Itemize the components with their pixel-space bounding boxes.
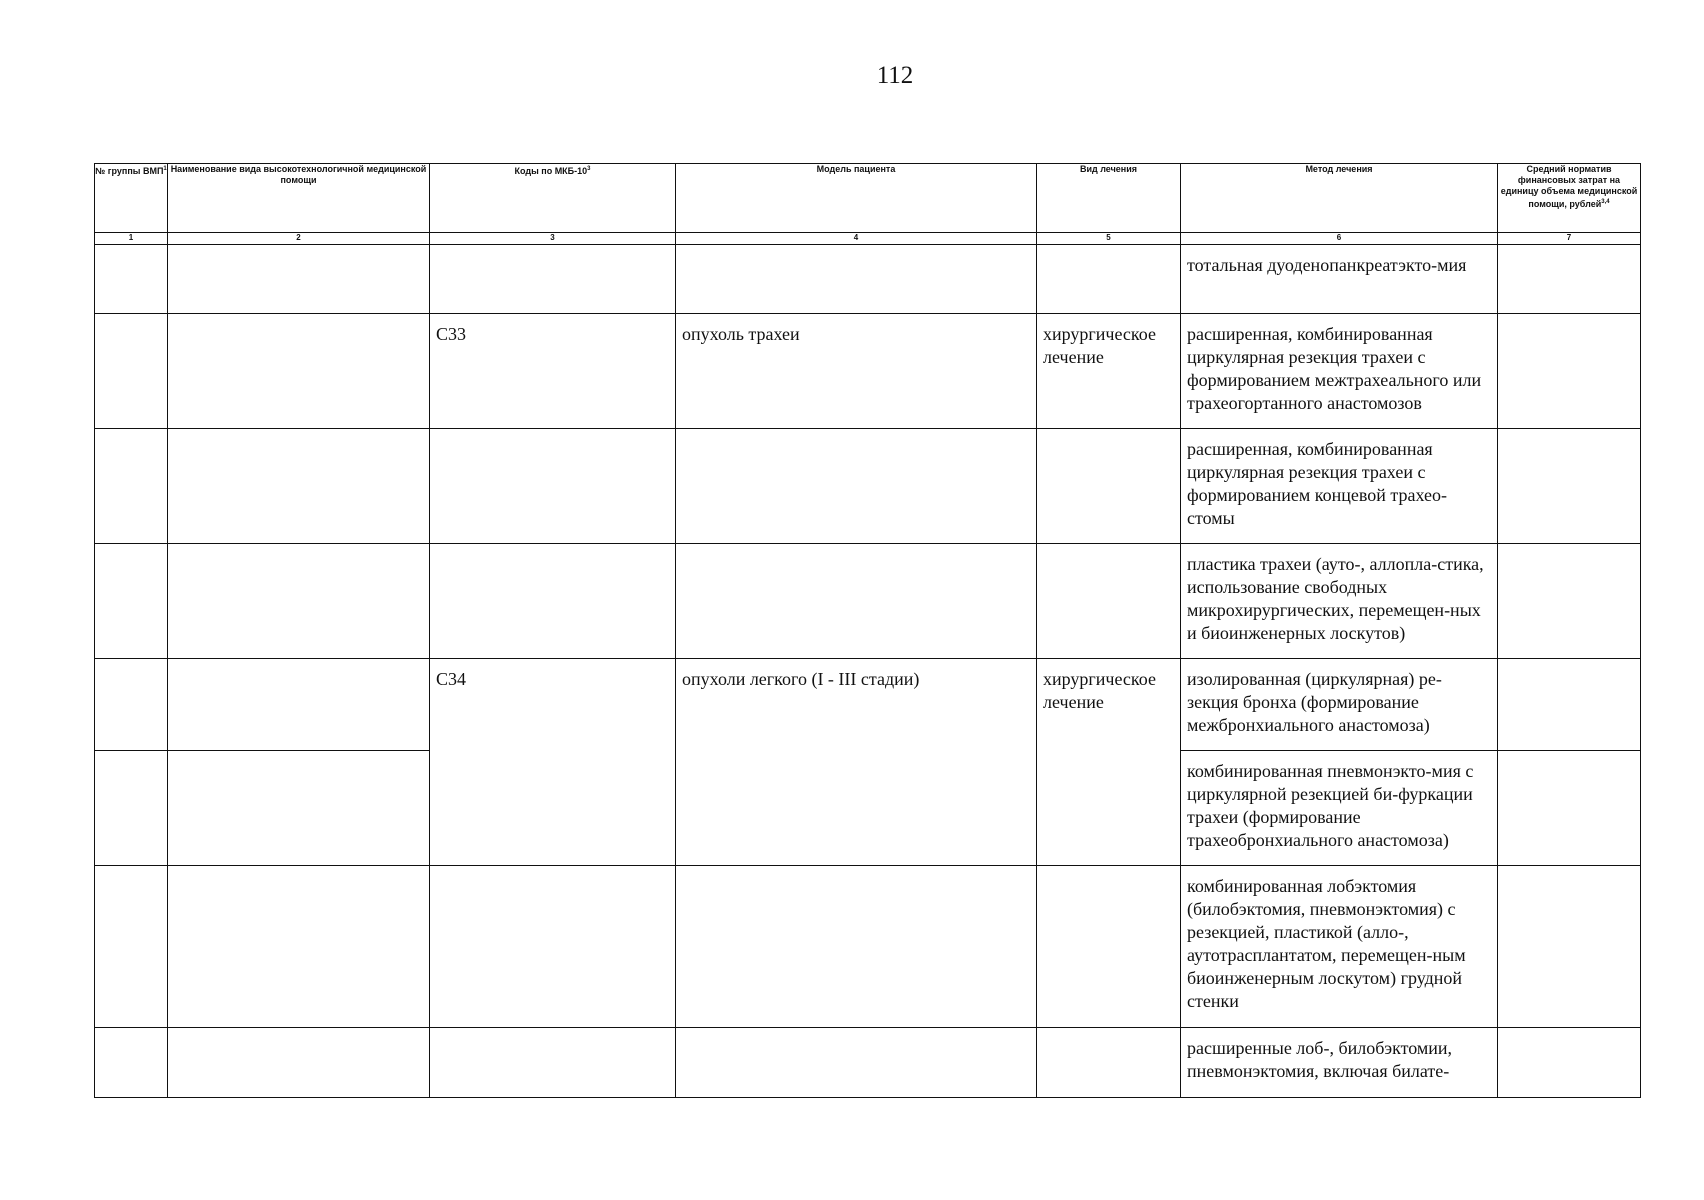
code-cell: C34: [430, 659, 676, 866]
cost-cell: [1498, 1028, 1641, 1098]
header-patient-model: Модель пациента: [676, 164, 1037, 233]
column-number: 5: [1037, 233, 1181, 245]
care-type-cell: [168, 429, 430, 544]
method-cell: изолированная (циркулярная) ре-зекция бронха (формирование межбронхиального анастомоза): [1181, 659, 1498, 751]
method-cell: тотальная дуоденопанкреатэкто-мия: [1181, 245, 1498, 314]
method-cell: комбинированная лобэктомия (билобэктомия, пневмонэктомия) с резекцией, пластикой (алло-, аутотрасплантатом, перемещен-ным биоинженерным лоскутом) грудной стенки: [1181, 866, 1498, 1028]
group-cell: [95, 314, 168, 429]
table-row: [95, 245, 1641, 314]
header-row: [95, 164, 1641, 233]
cost-cell: [1498, 245, 1641, 314]
column-number: 4: [676, 233, 1037, 245]
care-type-cell: [168, 544, 430, 659]
group-cell: [95, 659, 168, 751]
column-number-row: [95, 233, 1641, 245]
method-cell: расширенные лоб-, билобэктомии, пневмонэктомия, включая билате-: [1181, 1028, 1498, 1098]
model-cell: [676, 1028, 1037, 1098]
group-cell: [95, 245, 168, 314]
table-row: [95, 866, 1641, 1028]
care-type-cell: [168, 751, 430, 866]
header-treatment-method: Метод лечения: [1181, 164, 1498, 233]
model-cell: опухоли легкого (I - III стадии): [676, 659, 1037, 866]
column-number: 7: [1498, 233, 1641, 245]
group-cell: [95, 1028, 168, 1098]
header-group-number: № группы ВМП$^1$: [95, 164, 168, 233]
code-cell: [430, 544, 676, 659]
method-cell: расширенная, комбинированная циркулярная резекция трахеи с формированием межтрахеального или трахеогортанного анастомозов: [1181, 314, 1498, 429]
column-number: 2: [168, 233, 430, 245]
header-icd-codes: Коды по МКБ-$10^3$: [430, 164, 676, 233]
code-cell: [430, 245, 676, 314]
treatment-cell: [1037, 245, 1181, 314]
treatment-cell: [1037, 544, 1181, 659]
model-cell: [676, 245, 1037, 314]
page-number: 112: [876, 62, 914, 89]
group-cell: [95, 751, 168, 866]
treatment-cell: [1037, 429, 1181, 544]
code-cell: [430, 429, 676, 544]
cost-cell: [1498, 751, 1641, 866]
model-cell: [676, 544, 1037, 659]
header-treatment-type: Вид лечения: [1037, 164, 1181, 233]
model-cell: опухоль трахеи: [676, 314, 1037, 429]
cost-cell: [1498, 429, 1641, 544]
model-cell: [676, 429, 1037, 544]
header-cost-norm: Средний норматив финансовых затрат на единицу объема медицинской помощи, рублей$^{3,4}$: [1498, 164, 1641, 233]
care-type-cell: [168, 245, 430, 314]
code-cell: C33: [430, 314, 676, 429]
cost-cell: [1498, 866, 1641, 1028]
column-number: 1: [95, 233, 168, 245]
method-cell: комбинированная пневмонэкто-мия с циркулярной резекцией би-фуркации трахеи (формирование трахеобронхиального анастомоза): [1181, 751, 1498, 866]
column-number: 3: [430, 233, 676, 245]
table-row: [95, 429, 1641, 544]
group-cell: [95, 866, 168, 1028]
treatment-cell: хирургическое лечение: [1037, 314, 1181, 429]
model-cell: [676, 866, 1037, 1028]
header-care-type: Наименование вида высокотехнологичной медицинской помощи: [168, 164, 430, 233]
group-cell: [95, 429, 168, 544]
column-number: 6: [1181, 233, 1498, 245]
table-row: [95, 659, 1641, 751]
treatment-cell: [1037, 1028, 1181, 1098]
cost-cell: [1498, 314, 1641, 429]
care-type-cell: [168, 1028, 430, 1098]
cost-cell: [1498, 659, 1641, 751]
table-row: [95, 1028, 1641, 1098]
group-cell: [95, 544, 168, 659]
vmp-table: [94, 163, 1641, 1098]
treatment-cell: хирургическое лечение: [1037, 659, 1181, 866]
code-cell: [430, 866, 676, 1028]
method-cell: пластика трахеи (ауто-, аллопла-стика, использование свободных микрохирургических, перемещен-ных и биоинженерных лоскутов): [1181, 544, 1498, 659]
care-type-cell: [168, 314, 430, 429]
care-type-cell: [168, 659, 430, 751]
table-row: [95, 314, 1641, 429]
treatment-cell: [1037, 866, 1181, 1028]
table-row: [95, 544, 1641, 659]
method-cell: расширенная, комбинированная циркулярная резекция трахеи с формированием концевой трахео-стомы: [1181, 429, 1498, 544]
care-type-cell: [168, 866, 430, 1028]
cost-cell: [1498, 544, 1641, 659]
code-cell: [430, 1028, 676, 1098]
